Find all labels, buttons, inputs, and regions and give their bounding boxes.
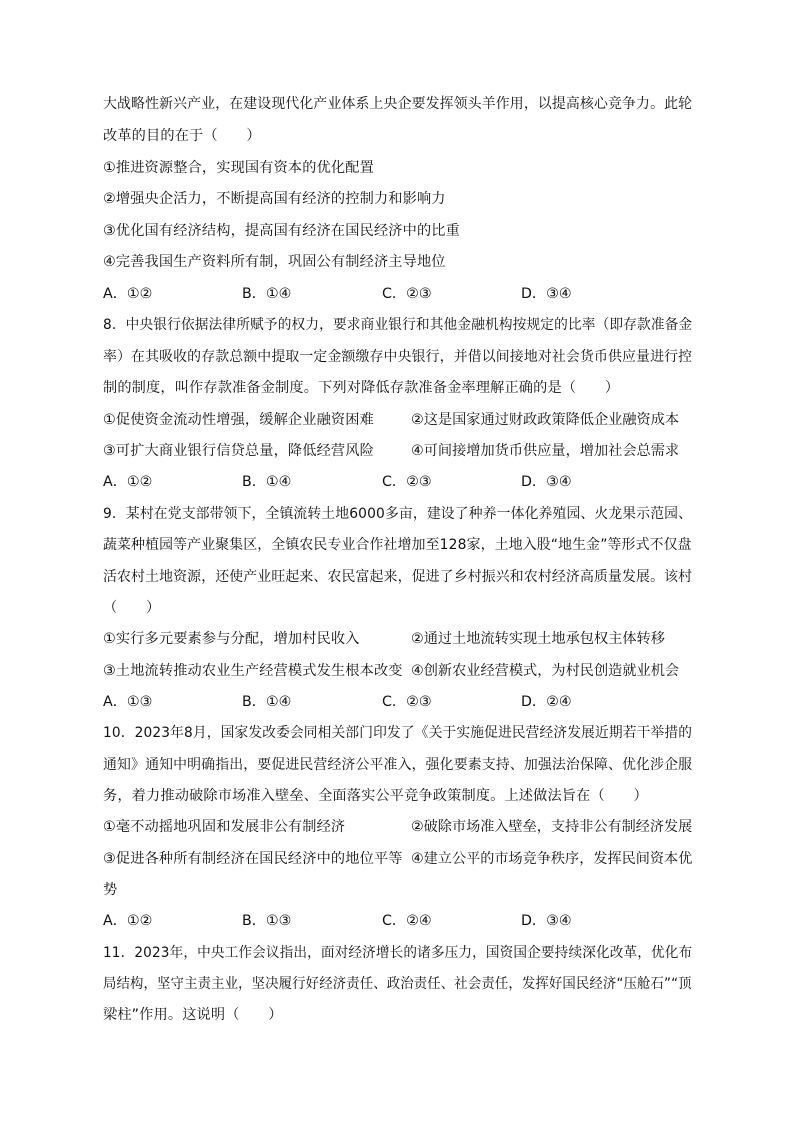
q11-stem-line-2: 局结构，坚守主责主业，坚决履行好经济责任、政治责任、社会责任，发挥好国民经济“压舱石”“顶 xyxy=(103,976,692,992)
q11-stem-line-3: 梁柱”作用。这说明（ ） xyxy=(103,1007,283,1023)
q8-stem-line-3: 制的制度，叫作存款准备金制度。下列对降低存款准备金率理解正确的是（ ） xyxy=(103,380,620,396)
q8-stem-line-2: 率）在其吸收的存款总额中提取一定金额缴存中央银行，并借以间接地对社会货币供应量进行控 xyxy=(103,349,693,365)
q8-option-c[interactable]: C．②③ xyxy=(382,474,432,490)
q9-stem-line-1: 9．某村在党支部带领下，全镇流转土地6000多亩，建设了种养一体化养殖园、火龙果示范园、 xyxy=(103,506,693,522)
q9-item-2: ②通过土地流转实现土地承包权主体转移 xyxy=(411,631,665,647)
q9-stem-line-4: （ ） xyxy=(103,600,161,616)
q9-item-1: ①实行多元要素参与分配，增加村民收入 xyxy=(103,631,360,647)
q10-stem-line-2: 通知》通知中明确指出，要促进民营经济公平准入，强化要素支持、加强法治保障、优化涉企服 xyxy=(103,757,693,773)
q8-option-d[interactable]: D．③④ xyxy=(521,474,572,490)
q8-stem-line-1: 8．中央银行依据法律所赋予的权力，要求商业银行和其他金融机构按规定的比率（即存款准备金 xyxy=(103,317,693,333)
q9-stem-line-2: 蔬菜种植园等产业聚集区，全镇农民专业合作社增加至128家，土地入股“地生金”等形式不仅盘 xyxy=(103,537,692,553)
q9-stem-line-3: 活农村土地资源，还使产业旺起来、农民富起来，促进了乡村振兴和农村经济高质量发展。该村 xyxy=(103,569,693,585)
q7-option-c[interactable]: C．②③ xyxy=(382,286,432,302)
q10-stem-line-1: 10．2023年8月，国家发改委会同相关部门印发了《关于实施促进民营经济发展近期若干举措的 xyxy=(103,725,693,741)
q7-stem-line-1: 大战略性新兴产业，在建设现代化产业体系上央企要发挥领头羊作用，以提高核心竞争力。此轮 xyxy=(103,96,693,112)
q10-item-4: ④建立公平的市场竞争秩序，发挥民间资本优 xyxy=(411,851,693,867)
q8-item-4: ④可间接增加货币供应量，增加社会总需求 xyxy=(411,443,680,459)
q8-item-1: ①促使资金流动性增强，缓解企业融资困难 xyxy=(103,412,374,428)
q9-option-b[interactable]: B．①④ xyxy=(242,694,292,710)
q7-item-3: ③优化国有经济结构，提高国有经济在国民经济中的比重 xyxy=(103,223,460,239)
q8-option-a[interactable]: A．①② xyxy=(103,474,153,490)
q10-item-2: ②破除市场准入壁垒，支持非公有制经济发展 xyxy=(411,819,693,835)
q8-item-2: ②这是国家通过财政政策降低企业融资成本 xyxy=(411,412,680,428)
q7-option-b[interactable]: B．①④ xyxy=(242,286,292,302)
q7-item-4: ④完善我国生产资料所有制，巩固公有制经济主导地位 xyxy=(103,254,446,270)
q10-option-c[interactable]: C．②④ xyxy=(382,913,432,929)
q9-option-a[interactable]: A．①③ xyxy=(103,694,153,710)
q10-option-b[interactable]: B．①③ xyxy=(242,913,292,929)
q8-item-3: ③可扩大商业银行信贷总量，降低经营风险 xyxy=(103,443,374,459)
q7-item-1: ①推进资源整合，实现国有资本的优化配置 xyxy=(103,160,374,176)
q10-option-a[interactable]: A．①② xyxy=(103,913,153,929)
q7-option-d[interactable]: D．③④ xyxy=(521,286,572,302)
q7-option-a[interactable]: A．①② xyxy=(103,286,153,302)
q10-stem-line-3: 务，着力推动破除市场准入壁垒、全面落实公平竞争政策制度。上述做法旨在（ ） xyxy=(103,788,648,804)
q10-item-3: ③促进各种所有制经济在国民经济中的地位平等 xyxy=(103,851,403,867)
q7-stem-line-2: 改革的目的在于（ ） xyxy=(103,128,261,144)
q10-item-4-wrap: 势 xyxy=(103,882,118,898)
q7-item-2: ②增强央企活力，不断提高国有经济的控制力和影响力 xyxy=(103,191,446,207)
q9-option-c[interactable]: C．②③ xyxy=(382,694,432,710)
q11-stem-line-1: 11．2023年，中央工作会议指出，面对经济增长的诸多压力，国资国企要持续深化改革，优化布 xyxy=(103,945,693,961)
q9-item-3: ③土地流转推动农业生产经营模式发生根本改变 xyxy=(103,663,403,679)
q10-option-d[interactable]: D．③④ xyxy=(521,913,572,929)
q10-item-1: ①毫不动摇地巩固和发展非公有制经济 xyxy=(103,819,346,835)
q9-option-d[interactable]: D．②④ xyxy=(521,694,572,710)
q8-option-b[interactable]: B．①④ xyxy=(242,474,292,490)
q9-item-4: ④创新农业经营模式，为村民创造就业机会 xyxy=(411,663,680,679)
